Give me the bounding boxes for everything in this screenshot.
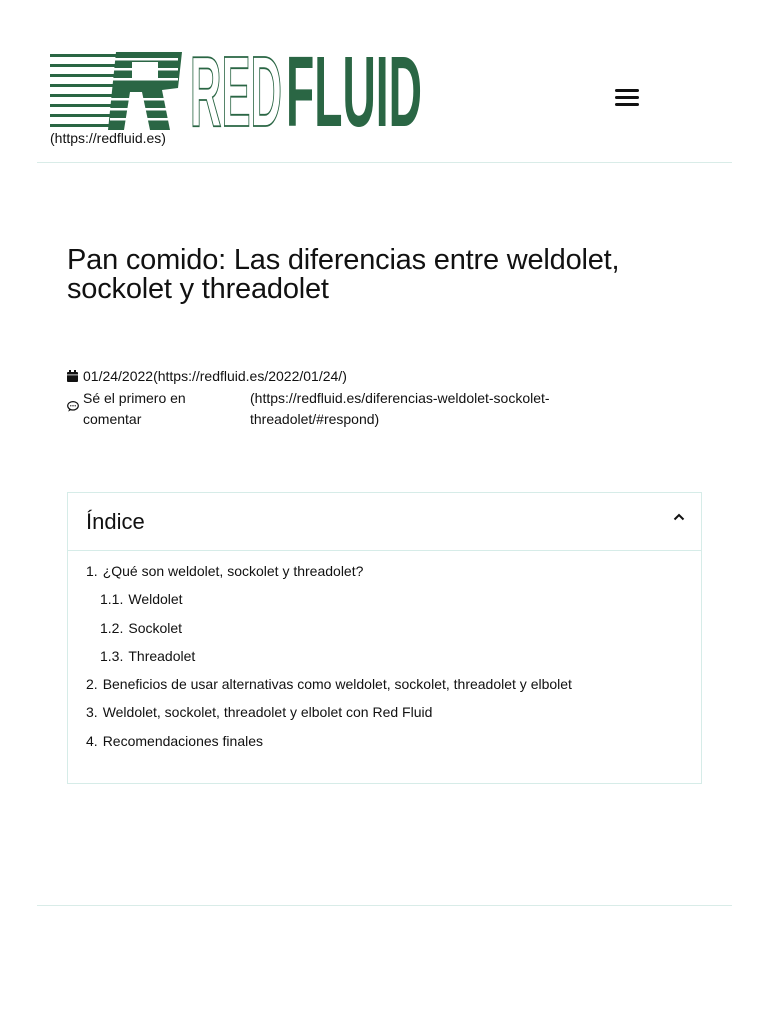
toc-header[interactable] (68, 493, 701, 551)
toc-list (86, 563, 572, 761)
logo-link-url[interactable]: (https://redfluid.es) (50, 130, 166, 146)
toc-item-link[interactable]: ¿Qué son weldolet, sockolet y threadolet? (102, 563, 364, 579)
table-of-contents (67, 492, 702, 784)
toc-title: Índice (86, 509, 145, 534)
toc-item-link[interactable]: Weldolet, sockolet, threadolet y elbolet con Red Fluid (102, 704, 433, 721)
footer-divider (37, 905, 732, 906)
toc-item-link[interactable]: Weldolet (128, 591, 183, 608)
chevron-up-icon[interactable] (673, 513, 685, 521)
toc-item-number: 4. (86, 732, 98, 749)
page-title: Pan comido: Las diferencias entre weldolet, sockolet y threadolet (67, 244, 620, 305)
comment-link-url[interactable]: (https://redfluid.es/diferencias-weldolet-sockolet-threadolet/#respond) (250, 390, 550, 427)
menu-bar (615, 103, 639, 106)
toc-item-number: 1.3. (100, 647, 124, 664)
menu-bar (615, 89, 639, 92)
comment-icon (67, 401, 79, 412)
logo-text-fluid: FLUID (286, 50, 422, 130)
toc-item (86, 591, 572, 619)
toc-item-link[interactable]: Threadolet (128, 647, 196, 664)
site-header (0, 0, 768, 164)
toc-item-number: 3. (86, 704, 98, 721)
hamburger-menu-icon[interactable] (612, 86, 642, 114)
toc-item-number: 2. (86, 676, 98, 693)
toc-item-number: 1. (86, 563, 98, 579)
toc-item (86, 563, 572, 591)
toc-item (86, 733, 572, 761)
logo-text-red: RED (190, 50, 282, 130)
header-divider (37, 162, 732, 163)
toc-item-link[interactable]: Sockolet (128, 619, 183, 636)
toc-item-number: 1.1. (100, 591, 124, 608)
post-date (67, 368, 347, 384)
logo-mark-icon (50, 52, 184, 130)
toc-item-link[interactable]: Beneficios de usar alternativas como weldolet, sockolet, threadolet y elbolet (102, 676, 572, 693)
comment-link-label[interactable]: Sé el primero en comentar (83, 390, 186, 427)
logo-wordmark (190, 50, 424, 130)
menu-bar (615, 96, 639, 99)
toc-item (86, 676, 572, 704)
calendar-icon (67, 370, 78, 382)
toc-item-number: 1.2. (100, 619, 124, 636)
post-date-link[interactable]: 01/24/2022(https://redfluid.es/2022/01/24/) (83, 368, 347, 384)
toc-item (86, 620, 572, 648)
toc-item-link[interactable]: Recomendaciones finales (102, 732, 264, 749)
toc-item (86, 648, 572, 676)
site-logo[interactable] (50, 50, 424, 130)
toc-item (86, 704, 572, 732)
